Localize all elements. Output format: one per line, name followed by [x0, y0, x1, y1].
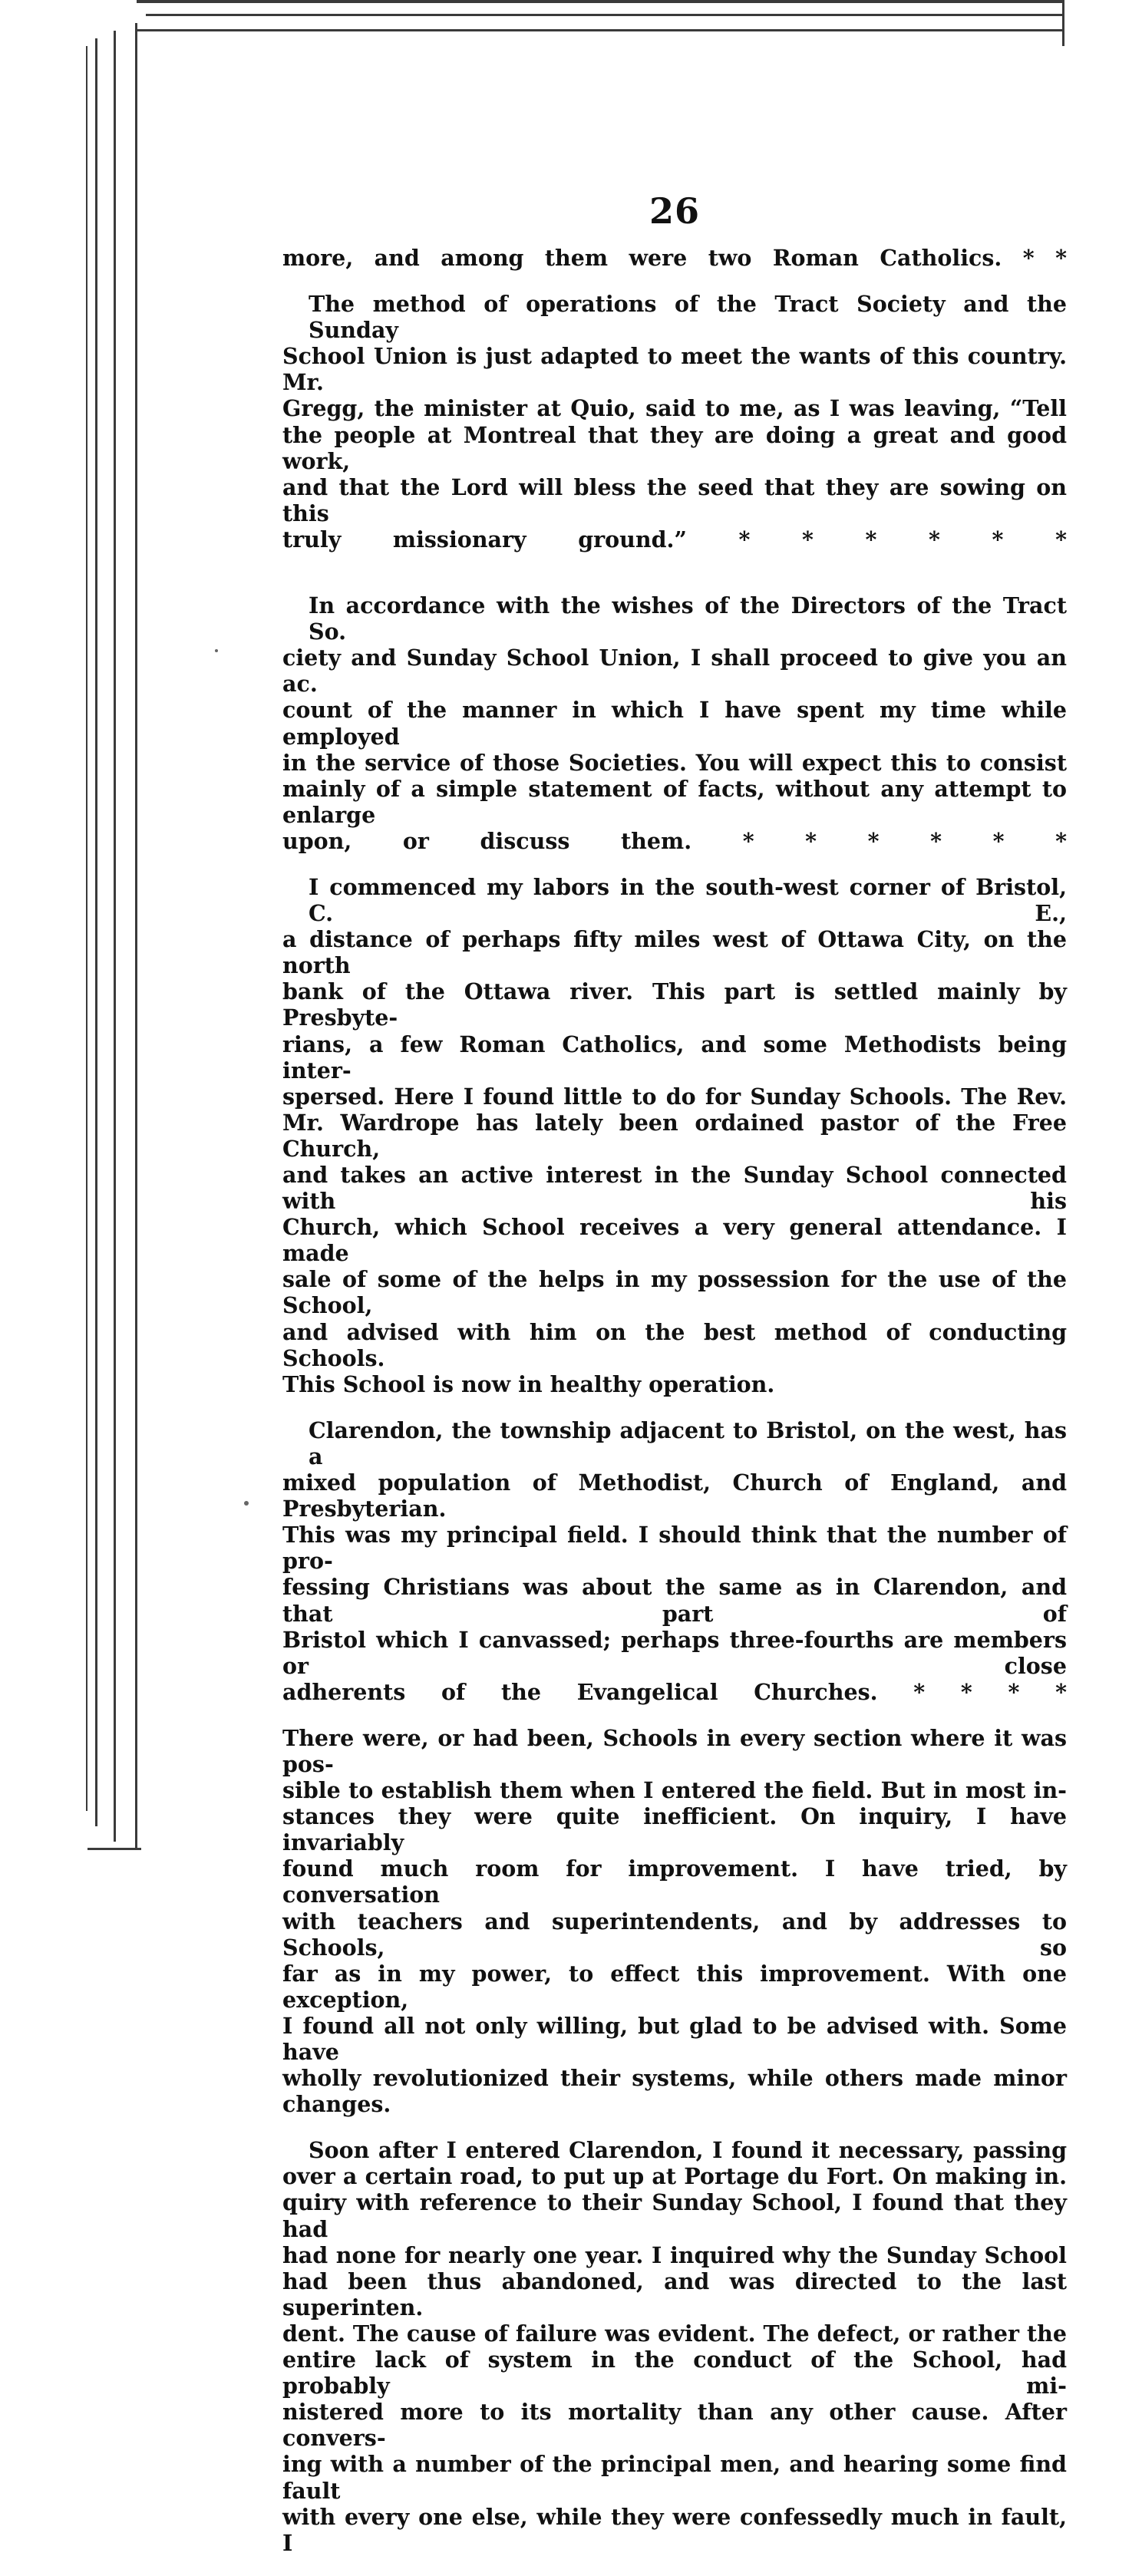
right-edge-line	[1062, 0, 1064, 46]
text-line: The method of operations of the Tract Society and the Sunday	[309, 291, 1067, 344]
paragraph	[282, 874, 1067, 1397]
text-line: had been thus abandoned, and was directed to the last superinten.	[282, 2268, 1067, 2320]
text-line: dent. The cause of failure was evident. The defect, or rather the	[282, 2320, 1067, 2347]
margin-mark	[244, 1501, 249, 1506]
top-edge-line-2	[146, 14, 1064, 16]
text-line: Soon after I entered Clarendon, I found it necessary, passing	[309, 2137, 1067, 2164]
top-edge-line-3	[137, 29, 1064, 31]
text-line: sale of some of the helps in my possession for the use of the School,	[282, 1266, 1067, 1319]
text-line: In accordance with the wishes of the Directors of the Tract So.	[309, 592, 1067, 645]
text-line: I found all not only willing, but glad to be advised with. Some have	[282, 2012, 1067, 2065]
spacer	[282, 572, 1067, 592]
text-line: the people at Montreal that they are doing a great and good work,	[282, 421, 1067, 474]
text-line: adherents of the Evangelical Churches. * * * *	[282, 1678, 1067, 1705]
margin-mark-2	[215, 649, 218, 652]
text-line: Clarendon, the township adjacent to Bristol, on the west, has a	[309, 1417, 1067, 1469]
text-line: with teachers and superintendents, and by addresses to Schools, so	[282, 1908, 1067, 1961]
paragraph	[282, 1417, 1067, 1705]
text-line: over a certain road, to put up at Portage du Fort. On making in.	[282, 2163, 1067, 2190]
text-line: upon, or discuss them. * * * * * *	[282, 827, 1067, 854]
text-line: stances they were quite inefficient. On inquiry, I have invariably	[282, 1803, 1067, 1856]
text-line: School Union is just adapted to meet the wants of this country. Mr.	[282, 343, 1067, 396]
page-number: 26	[649, 190, 700, 232]
text-line: and advised with him on the best method of conducting Schools.	[282, 1318, 1067, 1371]
text-line: far as in my power, to effect this improvement. With one exception,	[282, 1960, 1067, 2013]
text-line: and that the Lord will bless the seed that they are sowing on this	[282, 473, 1067, 526]
text-line: Bristol which I canvassed; perhaps three-fourths are members or close	[282, 1626, 1067, 1679]
text-line: rians, a few Roman Catholics, and some Methodists being inter-	[282, 1031, 1067, 1084]
text-line: changes.	[282, 2091, 391, 2118]
text-line: There were, or had been, Schools in every section where it was pos-	[282, 1724, 1067, 1777]
text-line: with every one else, while they were confessedly much in fault, I	[282, 2503, 1067, 2556]
left-edge-line	[135, 23, 137, 1849]
text-line: count of the manner in which I have spent my time while employed	[282, 697, 1067, 750]
text-line: Gregg, the minister at Quio, said to me, as I was leaving, “Tell	[282, 395, 1067, 422]
text-line: fessing Christians was about the same as in Clarendon, and that part of	[282, 1574, 1067, 1627]
paragraph	[282, 291, 1067, 552]
text-line: entire lack of system in the conduct of the School, had probably mi-	[282, 2347, 1067, 2400]
text-line: ciety and Sunday School Union, I shall proceed to give you an ac.	[282, 645, 1067, 698]
top-edge-line	[137, 0, 1064, 3]
text-line: in the service of those Societies. You will expect this to consist	[282, 749, 1067, 776]
left-edge-line-4	[86, 46, 87, 1811]
page-text	[282, 188, 1067, 2576]
text-line: had none for nearly one year. I inquired why the Sunday School	[282, 2241, 1067, 2268]
text-line: This School is now in healthy operation.	[282, 1370, 775, 1397]
paragraph	[282, 1725, 1067, 2117]
text-line: found much room for improvement. I have tried, by conversation	[282, 1855, 1067, 1908]
bottom-edge-line	[87, 1848, 141, 1850]
text-line: This was my principal field. I should think that the number of pro-	[282, 1522, 1067, 1575]
text-line: ing with a number of the principal men, and hearing some find fault	[282, 2451, 1067, 2504]
text-line: spersed. Here I found little to do for Sunday Schools. The Rev.	[282, 1083, 1067, 1110]
text-line: more, and among them were two Roman Catholics. * *	[282, 245, 1067, 271]
paragraph	[282, 245, 1067, 271]
text-line: and takes an active interest in the Sunday School connected with his	[282, 1162, 1067, 1215]
text-line: Mr. Wardrope has lately been ordained pastor of the Free Church,	[282, 1109, 1067, 1162]
text-line: mixed population of Methodist, Church of England, and Presbyterian.	[282, 1469, 1067, 1522]
text-line: I commenced my labors in the south-west corner of Bristol, C. E.,	[309, 873, 1067, 927]
text-line: sible to establish them when I entered the field. But in most in-	[282, 1777, 1067, 1804]
paragraph	[282, 592, 1067, 854]
text-line: nistered more to its mortality than any other cause. After convers-	[282, 2399, 1067, 2452]
text-line: Church, which School receives a very general attendance. I made	[282, 1214, 1067, 1267]
text-line: mainly of a simple statement of facts, without any attempt to enlarge	[282, 775, 1067, 828]
text-line: a distance of perhaps fifty miles west of Ottawa City, on the north	[282, 926, 1067, 979]
text-line: truly missionary ground.” * * * * * *	[282, 526, 1067, 552]
left-edge-line-3	[95, 38, 97, 1826]
left-edge-line-2	[114, 31, 116, 1842]
text-line: bank of the Ottawa river. This part is settled mainly by Presbyte-	[282, 978, 1067, 1031]
paragraph	[282, 2137, 1067, 2556]
text-line: wholly revolutionized their systems, while others made minor	[282, 2065, 1067, 2092]
text-line: quiry with reference to their Sunday School, I found that they had	[282, 2189, 1067, 2242]
